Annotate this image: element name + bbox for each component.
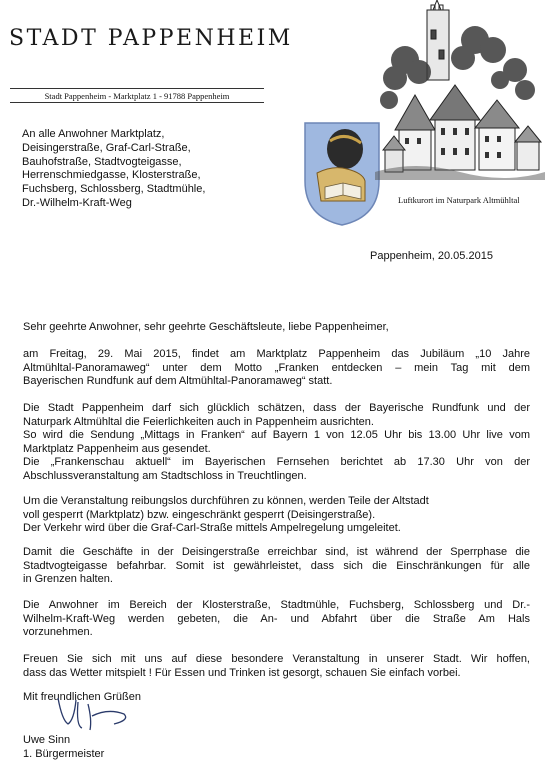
recipient-line: Deisingerstraße, Graf-Carl-Straße, <box>22 141 191 154</box>
text-line: Marktplatz Pappenheim aus gesendet. <box>23 442 211 455</box>
recipient-line: Dr.-Wilhelm-Kraft-Weg <box>22 196 132 209</box>
recipient-line: Herrenschmiedgasse, Klosterstraße, <box>22 169 201 182</box>
text-line: Die Anwohner im Bereich der Klosterstraße, Stadtmühle, Fuchsberg, Schlossberg und Dr.- <box>23 599 530 611</box>
signer-name: Uwe Sinn <box>23 734 71 746</box>
text-line: vorzunehmen. <box>23 626 93 639</box>
text-line: Damit die Geschäfte in der Deisingerstraße erreichbar sind, ist während der Sperrphase die <box>23 546 530 558</box>
coat-of-arms-icon <box>303 121 381 227</box>
text-line: Altmühltal-Panoramaweg“ unter dem Motto „Franken entdecken – mein Tag mit dem <box>23 361 530 374</box>
recipient-block <box>22 128 205 211</box>
text-line: Die Stadt Pappenheim darf sich glücklich schätzen, dass der Bayerische Rundfunk und der <box>23 402 530 414</box>
text-line: Abschlussveranstaltung am Stadtschloss in Treuchtlingen. <box>23 469 307 482</box>
city-title: STADT PAPPENHEIM <box>9 26 293 51</box>
text-line: Um die Veranstaltung reibungslos durchführen zu können, werden Teile der Altstadt <box>23 495 429 507</box>
paragraph-3 <box>23 495 530 536</box>
text-line: Freuen Sie sich mit uns auf diese besondere Veranstaltung in unserer Stadt. Wir hoffen, <box>23 653 530 665</box>
letter-date: Pappenheim, 20.05.2015 <box>370 250 493 262</box>
signer-title: 1. Bürgermeister <box>23 747 105 760</box>
text-line: dass das Wetter mitspielt ! Für Essen und Trinken ist gesorgt, schauen Sie einfach vorbei. <box>23 666 461 679</box>
text-line: Stadtvogteigasse befahrbar. Somit ist gewährleistet, dass sich die Einschränkungen für alle <box>23 559 530 572</box>
recipient-line: Fuchsberg, Schlossberg, Stadtmühle, <box>22 183 206 196</box>
text-line: So wird die Sendung „Mittags in Franken“ auf Bayern 1 von 12.05 Uhr bis 13.00 Uhr live vom <box>23 429 530 442</box>
recipient-line: An alle Anwohner Marktplatz, <box>22 128 165 140</box>
slogan: Luftkurort im Naturpark Altmühltal <box>398 195 520 205</box>
salutation-line: Sehr geehrte Anwohner, sehr geehrte Geschäftsleute, liebe Pappenheimer, <box>23 321 389 333</box>
text-line: voll gesperrt (Marktplatz) bzw. eingeschränkt gesperrt (Deisingerstraße). <box>23 508 376 521</box>
text-line: Wilhelm-Kraft-Weg werden gebeten, die An- und Abfahrt über die Straße Am Hals <box>23 612 530 625</box>
paragraph-5 <box>23 599 530 640</box>
closing-line: Mit freundlichen Grüßen <box>23 691 141 703</box>
text-line: Naturpark Altmühltal die Feierlichkeiten auch in Pappenheim ausrichten. <box>23 415 374 428</box>
paragraph-6 <box>23 653 530 680</box>
signature-block <box>23 734 530 761</box>
paragraph-4 <box>23 546 530 587</box>
handwritten-signature-icon <box>48 690 148 740</box>
salutation <box>23 321 530 335</box>
paragraph-1 <box>23 348 530 389</box>
castle-illustration-icon <box>375 0 545 200</box>
text-line: Bayerischen Rundfunk auf dem Altmühltal-Panoramaweg“ statt. <box>23 375 333 388</box>
paragraph-2 <box>23 402 530 484</box>
text-line: in Grenzen halten. <box>23 573 113 586</box>
text-line: am Freitag, 29. Mai 2015, findet am Marktplatz Pappenheim das Jubiläum „10 Jahre <box>23 348 530 360</box>
sender-address-line: Stadt Pappenheim - Marktplatz 1 - 91788 Pappenheim <box>10 88 264 103</box>
recipient-line: Bauhofstraße, Stadtvogteigasse, <box>22 155 182 168</box>
text-line: Der Verkehr wird über die Graf-Carl-Straße mittels Ampelregelung umgeleitet. <box>23 522 401 535</box>
text-line: Die „Frankenschau aktuell“ im Bayerischen Fernsehen berichtet ab 17.30 Uhr von der <box>23 456 530 469</box>
